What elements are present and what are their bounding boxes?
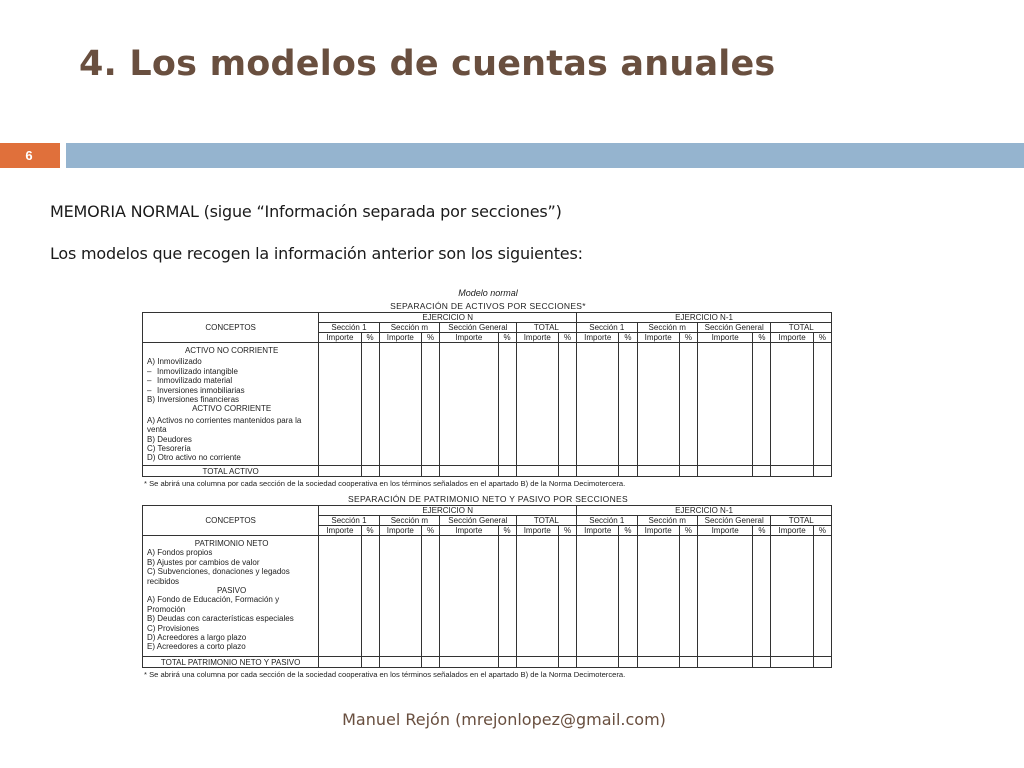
total-cell [637, 657, 679, 668]
section-header: Sección 1 [319, 516, 379, 526]
importe-header: Importe [577, 526, 619, 536]
value-cell [619, 343, 637, 466]
importe-header: Importe [637, 526, 679, 536]
total-cell [679, 657, 697, 668]
importe-header: Importe [516, 526, 558, 536]
section-header: Sección General [440, 516, 517, 526]
total-cell [361, 466, 379, 477]
section-header: Sección m [379, 323, 439, 333]
pct-header: % [679, 333, 697, 343]
importe-header: Importe [771, 526, 813, 536]
concept-item: PATRIMONIO NETO [194, 539, 269, 548]
total-cell [440, 466, 498, 477]
section-header: TOTAL [771, 516, 832, 526]
importe-header: Importe [516, 333, 558, 343]
period-header: EJERCICIO N-1 [577, 313, 832, 323]
section-header: TOTAL [516, 516, 576, 526]
footer-author: Manuel Rejón (mrejonlopez@gmail.com) [342, 710, 666, 729]
total-cell [577, 466, 619, 477]
memoria-heading: MEMORIA NORMAL (sigue “Información separada por secciones”) [50, 202, 562, 221]
importe-header: Importe [319, 526, 361, 536]
table-title: SEPARACIÓN DE ACTIVOS POR SECCIONES* [390, 301, 586, 311]
concept-item: A) Inmovilizado [147, 357, 202, 367]
concepts-header: CONCEPTOS [143, 313, 319, 343]
total-cell [679, 466, 697, 477]
value-cell [361, 343, 379, 466]
footnote: * Se abrirá una columna por cada sección de la sociedad cooperativa en los términos señalados en el apartado B) de la Norma Decimotercera. [144, 670, 626, 679]
importe-header: Importe [637, 333, 679, 343]
total-cell [771, 466, 813, 477]
total-label: TOTAL ACTIVO [143, 466, 319, 477]
total-cell [619, 466, 637, 477]
header-bar [66, 143, 1024, 168]
total-cell [771, 657, 813, 668]
value-cell [379, 536, 421, 657]
value-cell [771, 536, 813, 657]
value-cell [679, 343, 697, 466]
value-cell [379, 343, 421, 466]
concepts-header: CONCEPTOS [143, 506, 319, 536]
value-cell [558, 343, 576, 466]
value-cell [421, 536, 439, 657]
concept-item: D) Acreedores a largo plazo [147, 633, 247, 643]
total-cell [697, 466, 752, 477]
section-header: Sección m [637, 323, 697, 333]
value-cell [361, 536, 379, 657]
total-cell [753, 466, 771, 477]
concept-item: – Inversiones inmobiliarias [147, 386, 316, 395]
total-cell [421, 466, 439, 477]
section-header: Sección 1 [577, 516, 637, 526]
total-cell [319, 466, 361, 477]
pct-header: % [421, 526, 439, 536]
section-header: Sección m [379, 516, 439, 526]
value-cell [697, 536, 752, 657]
concept-item: B) Ajustes por cambios de valor [147, 557, 260, 567]
concept-item: C) Subvenciones, donaciones y legados recibidos [147, 567, 290, 586]
value-cell [440, 343, 498, 466]
pct-header: % [498, 333, 516, 343]
value-cell [440, 536, 498, 657]
section-header: Sección 1 [577, 323, 637, 333]
concept-item: E) Acreedores a corto plazo [147, 642, 246, 652]
pct-header: % [558, 333, 576, 343]
value-cell [516, 343, 558, 466]
importe-header: Importe [440, 526, 498, 536]
importe-header: Importe [319, 333, 361, 343]
pct-header: % [619, 526, 637, 536]
concept-item: C) Tesorería [147, 444, 191, 454]
total-cell [558, 657, 576, 668]
importe-header: Importe [771, 333, 813, 343]
concept-item: A) Fondos propios [147, 548, 213, 558]
pct-header: % [619, 333, 637, 343]
total-cell [498, 657, 516, 668]
total-cell [379, 466, 421, 477]
value-cell [679, 536, 697, 657]
value-cell [697, 343, 752, 466]
pct-header: % [753, 333, 771, 343]
section-table [142, 505, 832, 668]
importe-header: Importe [379, 526, 421, 536]
section-table [142, 312, 832, 477]
pct-header: % [753, 526, 771, 536]
concept-item: ACTIVO NO CORRIENTE [184, 346, 279, 355]
concept-item: B) Deudores [147, 434, 192, 444]
total-cell [516, 657, 558, 668]
concept-item: – Inmovilizado material [147, 376, 316, 385]
concept-item: A) Fondo de Educación, Formación y Promoción [147, 595, 280, 614]
model-form-image [142, 287, 834, 682]
value-cell [813, 343, 831, 466]
value-cell [813, 536, 831, 657]
pct-header: % [361, 333, 379, 343]
value-cell [498, 536, 516, 657]
value-cell [753, 536, 771, 657]
total-cell [813, 466, 831, 477]
section-header: TOTAL [771, 323, 832, 333]
total-cell [619, 657, 637, 668]
pct-header: % [498, 526, 516, 536]
concept-item: – Inmovilizado intangible [147, 367, 316, 376]
concept-item: D) Otro activo no corriente [147, 453, 241, 463]
concept-item: B) Inversiones financieras [147, 395, 240, 405]
value-cell [558, 536, 576, 657]
pct-header: % [361, 526, 379, 536]
total-cell [440, 657, 498, 668]
concept-item: C) Provisiones [147, 623, 200, 633]
value-cell [771, 343, 813, 466]
importe-header: Importe [379, 333, 421, 343]
pct-header: % [558, 526, 576, 536]
total-cell [813, 657, 831, 668]
total-cell [361, 657, 379, 668]
pct-header: % [421, 333, 439, 343]
importe-header: Importe [440, 333, 498, 343]
section-header: Sección General [440, 323, 517, 333]
section-header: Sección m [637, 516, 697, 526]
period-header: EJERCICIO N [319, 313, 577, 323]
value-cell [619, 536, 637, 657]
value-cell [319, 536, 361, 657]
table-title: SEPARACIÓN DE PATRIMONIO NETO Y PASIVO POR SECCIONES [348, 494, 628, 504]
section-header: Sección 1 [319, 323, 379, 333]
intro-text: Los modelos que recogen la información anterior son los siguientes: [50, 244, 583, 263]
total-cell [498, 466, 516, 477]
importe-header: Importe [697, 526, 752, 536]
total-cell [516, 466, 558, 477]
concept-item: B) Deudas con características especiales [147, 614, 294, 624]
value-cell [753, 343, 771, 466]
total-cell [577, 657, 619, 668]
footnote: * Se abrirá una columna por cada sección de la sociedad cooperativa en los términos señalados en el apartado B) de la Norma Decimotercera. [144, 479, 626, 488]
concept-item: ACTIVO CORRIENTE [192, 404, 272, 414]
pct-header: % [813, 333, 831, 343]
concepts-list [143, 536, 319, 657]
total-label: TOTAL PATRIMONIO NETO Y PASIVO [143, 657, 319, 668]
total-cell [637, 466, 679, 477]
value-cell [577, 343, 619, 466]
pct-header: % [679, 526, 697, 536]
value-cell [319, 343, 361, 466]
value-cell [577, 536, 619, 657]
value-cell [516, 536, 558, 657]
slide-number: 6 [25, 148, 33, 163]
slide-number-badge [0, 143, 60, 168]
value-cell [637, 343, 679, 466]
section-header: Sección General [697, 516, 771, 526]
total-cell [379, 657, 421, 668]
slide-title: 4. Los modelos de cuentas anuales [79, 44, 776, 84]
importe-header: Importe [577, 333, 619, 343]
concepts-list [143, 343, 319, 466]
total-cell [558, 466, 576, 477]
value-cell [498, 343, 516, 466]
concept-item: PASIVO [217, 586, 247, 596]
value-cell [421, 343, 439, 466]
section-header: TOTAL [516, 323, 576, 333]
pct-header: % [813, 526, 831, 536]
total-cell [421, 657, 439, 668]
form-subtitle: Modelo normal [458, 288, 518, 298]
section-header: Sección General [697, 323, 771, 333]
importe-header: Importe [697, 333, 752, 343]
concept-item: A) Activos no corrientes mantenidos para la venta [147, 415, 302, 435]
value-cell [637, 536, 679, 657]
period-header: EJERCICIO N [319, 506, 577, 516]
total-cell [753, 657, 771, 668]
period-header: EJERCICIO N-1 [577, 506, 832, 516]
total-cell [319, 657, 361, 668]
total-cell [697, 657, 752, 668]
